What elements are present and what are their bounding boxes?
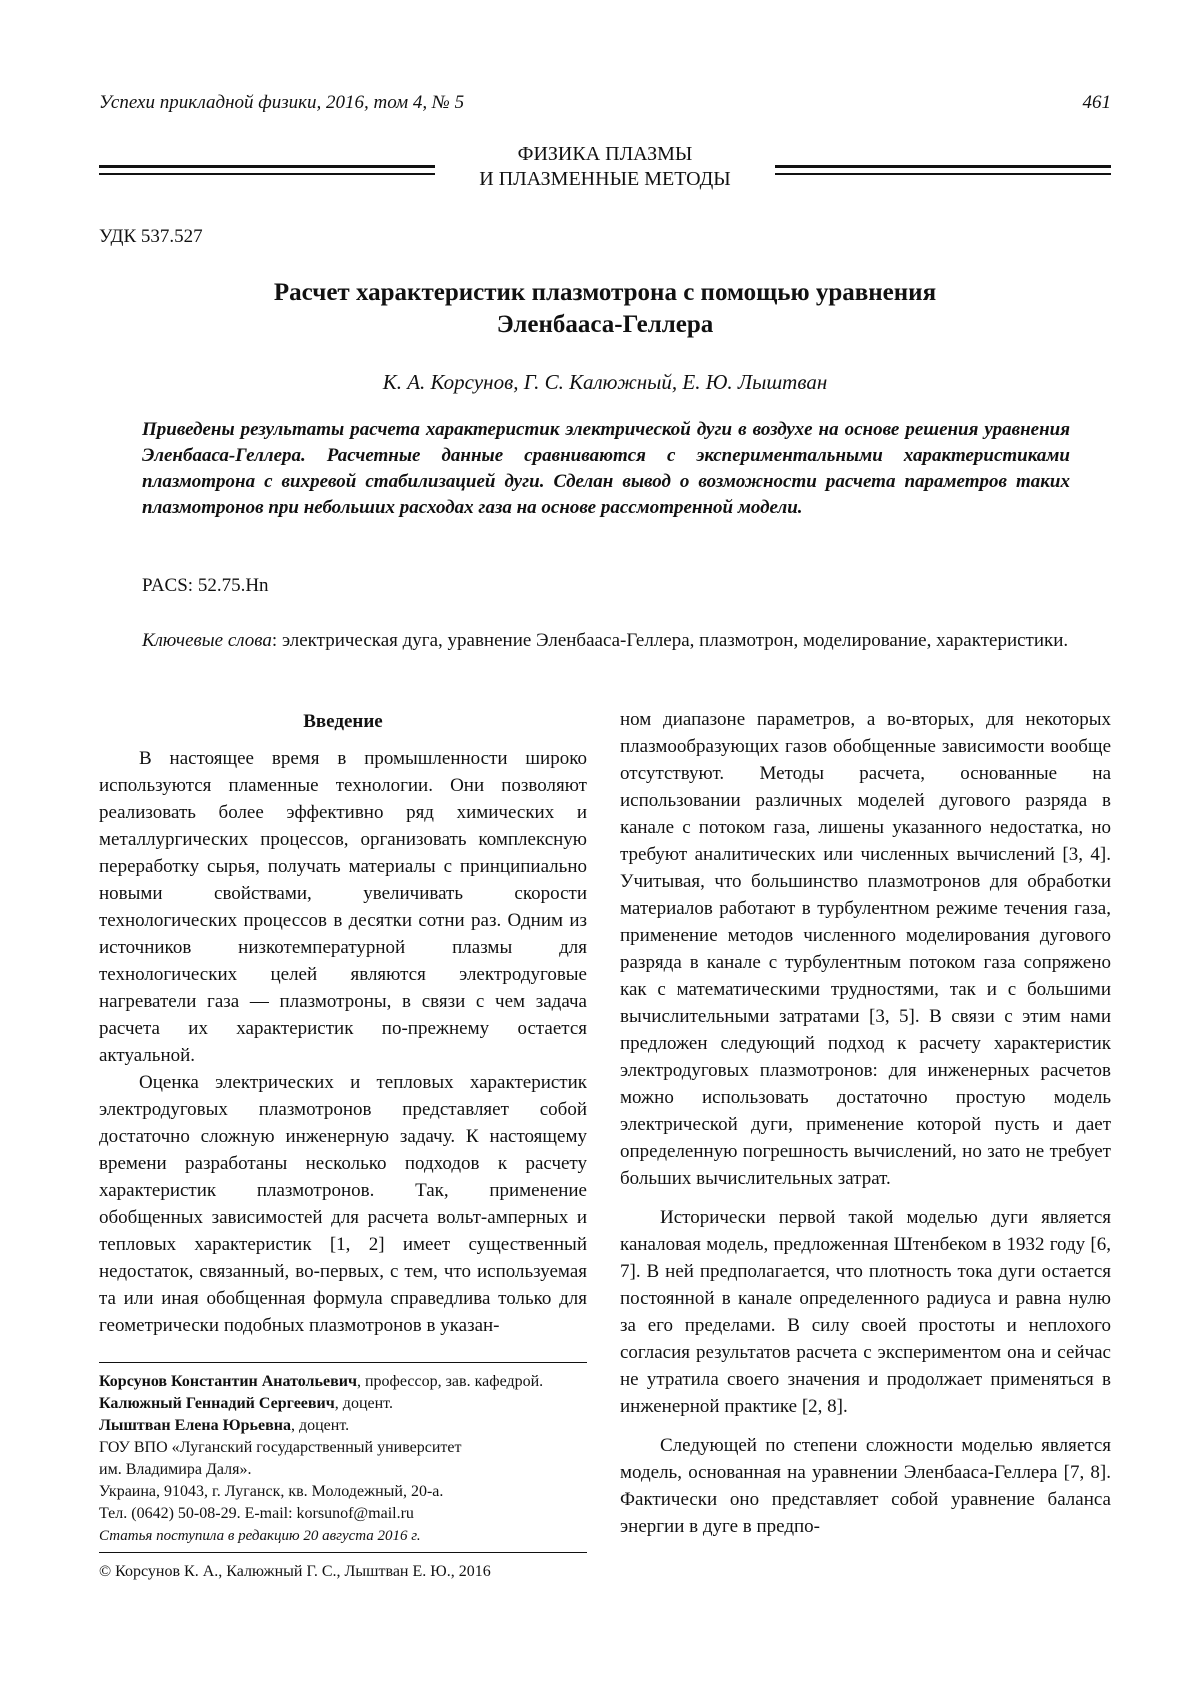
paper-title	[99, 277, 1111, 341]
abstract: Приведены результаты расчета характеристик электрической дуги в воздухе на основе решения уравнения Эленбааса-Геллера. Расчетные данные сравниваются с экспериментальными характеристиками плазмотрона с вихревой стабилизацией дуги. Сделан вывод о возможности расчета параметров таких плазмотронов при небольших расходах газа на основе рассмотренной модели.	[142, 419, 1070, 518]
affiliation-line: ГОУ ВПО «Луганский государственный университет	[99, 1439, 462, 1456]
copyright-notice: © Корсунов К. А., Калюжный Г. С., Лыштван Е. Ю., 2016	[99, 1563, 491, 1580]
section-banner	[99, 142, 1111, 194]
author-name: Корсунов Константин Анатольевич	[99, 1373, 357, 1390]
keywords	[142, 628, 1070, 654]
running-head	[99, 92, 1111, 114]
affiliation-line: им. Владимира Даля».	[99, 1461, 252, 1478]
section-heading: Введение	[303, 711, 383, 732]
author-role: , доцент.	[290, 1417, 350, 1434]
footnote-author-2	[99, 1393, 589, 1415]
section-title-line1: ФИЗИКА ПЛАЗМЫ	[517, 143, 693, 165]
section-title	[99, 142, 1111, 192]
body-paragraph: В настоящее время в промышленности широко используются пламенные технологии. Они позволяют реализовать более эффективно ряд химических и металлургических процессов, организовать комплексную переработку сырья, получать материалы с принципиально новыми свойствами, увеличивать скорости технологических процессов в десятки сотни раз. Одним из источников низкотемпературной плазмы для технологических целей являются электродуговые нагреватели газа — плазмотроны, в связи с чем задача расчета их характеристик по-прежнему остается актуальной.	[99, 748, 587, 1066]
page-number: 461	[1082, 92, 1111, 113]
footnote-author-1	[99, 1371, 589, 1393]
keywords-label: Ключевые слова	[142, 630, 272, 651]
author-name: Калюжный Геннадий Сергеевич	[99, 1395, 335, 1412]
footnote-divider	[99, 1362, 587, 1363]
footnote-author-3	[99, 1415, 589, 1437]
journal-citation: Успехи прикладной физики, 2016, том 4, № 5	[99, 92, 465, 113]
author-role: , доцент.	[334, 1395, 393, 1412]
body-paragraph: ном диапазоне параметров, а во-вторых, для некоторых плазмообразующих газов обобщенные зависимости вообще отсутствуют. Методы расчета, основанные на использовании различных моделей дугового разряда в канале с потоком газа, лишены указанного недостатка, но требуют аналитических или численных вычислений [3, 4]. Учитывая, что большинство плазмотронов для обработки материалов работают в турбулентном режиме течения газа, применение методов численного моделирования дугового разряда в канале с турбулентным потоком газа сопряжено как с математическими трудностями, так и с большими вычислительными затратами [3, 5]. В связи с этим нами предложен следующий подход к расчету характеристик электродуговых плазмотронов: для инженерных расчетов можно использовать достаточно простую модель электрической дуги, применение которой пусть и дает определенную погрешность вычислений, но зато не требует больших вычислительных затрат.	[620, 709, 1111, 1189]
paper-title-line1: Расчет характеристик плазмотрона с помощью уравнения	[273, 279, 937, 306]
author-footnote	[99, 1371, 589, 1525]
keywords-text: : электрическая дуга, уравнение Эленбааса-Геллера, плазмотрон, моделирование, характеристики.	[271, 630, 1069, 651]
paper-title-line2: Эленбааса-Геллера	[496, 311, 714, 338]
contact-info: Тел. (0642) 50-08-29. E-mail: korsunof@mail.ru	[99, 1505, 414, 1522]
postal-address: Украина, 91043, г. Луганск, кв. Молодежный, 20-а.	[99, 1483, 444, 1500]
pacs-code: PACS: 52.75.Hn	[142, 575, 269, 596]
copyright-divider	[99, 1552, 587, 1553]
author-role: , профессор, зав. кафедрой.	[356, 1373, 544, 1390]
body-paragraph: Оценка электрических и тепловых характеристик электродуговых плазмотронов представляет собой достаточно сложную инженерную задачу. К настоящему времени разработаны несколько подходов к расчету характеристик плазмотронов. Так, применение обобщенных зависимостей для расчета вольт-амперных и тепловых характеристик [1, 2] имеет существенный недостаток, связанный, во-первых, с тем, что используемая та или иная обобщенная формула справедлива только для геометрически подобных плазмотронов в указан-	[99, 1072, 587, 1336]
udk-code: УДК 537.527	[99, 226, 203, 247]
body-column-right	[620, 706, 1111, 1540]
author-list: К. А. Корсунов, Г. С. Калюжный, Е. Ю. Лыштван	[382, 370, 828, 394]
body-paragraph: Исторически первой такой моделью дуги является каналовая модель, предложенная Штенбеком в 1932 году [6, 7]. В ней предполагается, что плотность тока дуги остается постоянной в канале определенного радиуса и равна нулю за его пределами. В силу своей простоты и неплохого согласия результатов расчета с экспериментом она и сейчас не утратила своего значения и продолжает применяться в инженерной практике [2, 8].	[620, 1207, 1111, 1417]
section-title-line2: И ПЛАЗМЕННЫЕ МЕТОДЫ	[479, 168, 731, 190]
body-paragraph: Следующей по степени сложности моделью является модель, основанная на уравнении Эленбааса-Геллера [7, 8]. Фактически оно представляет собой уравнение баланса энергии в дуге в предпо-	[620, 1435, 1111, 1537]
body-column-left	[99, 708, 587, 1339]
received-date: Статья поступила в редакцию 20 августа 2016 г.	[99, 1528, 421, 1544]
author-name: Лыштван Елена Юрьевна	[99, 1417, 291, 1434]
